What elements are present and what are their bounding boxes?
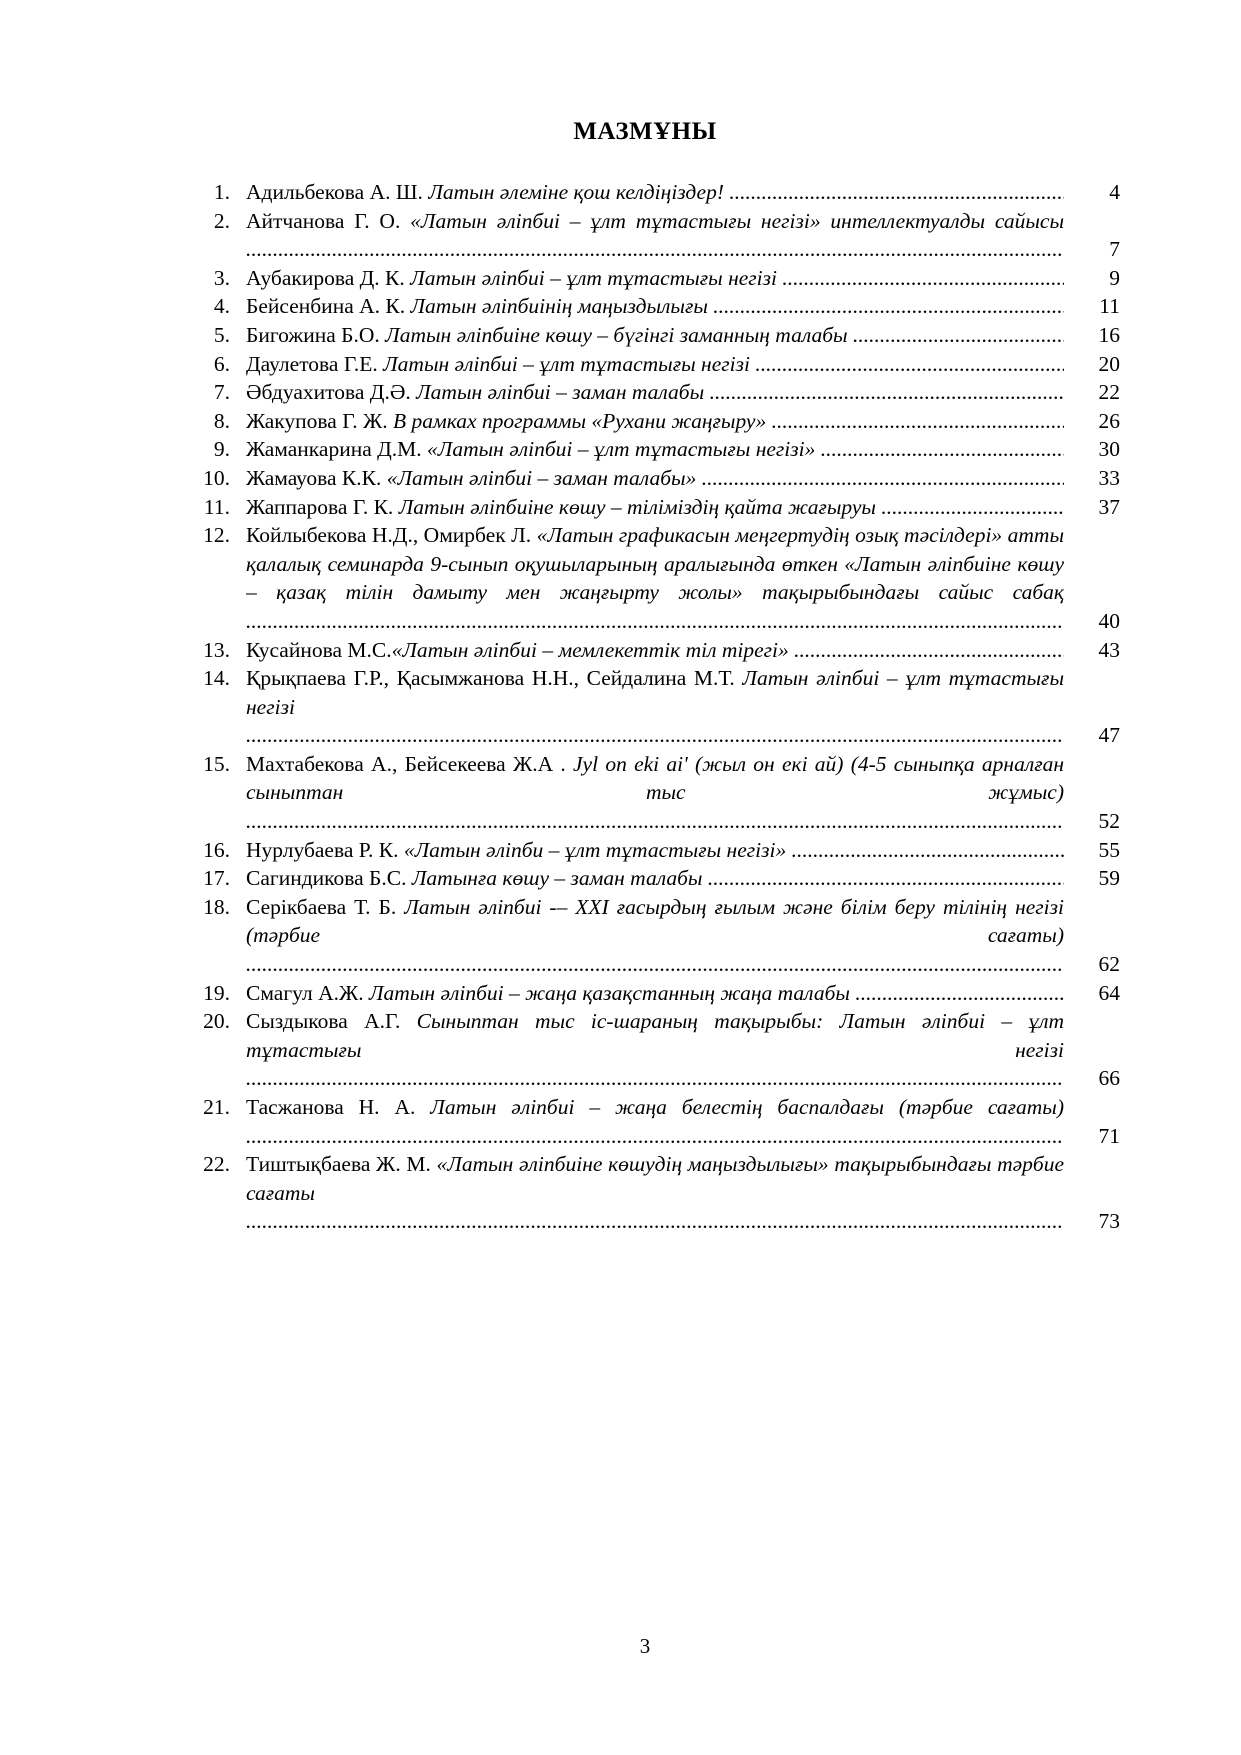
entry-page: 64: [1098, 980, 1120, 1005]
entry-author: Бейсенбина А. К.: [246, 294, 406, 319]
entry-page: 71: [1098, 1123, 1120, 1148]
entry-title: Латын әліпбиі – ұлт тұтастығы негізі: [246, 666, 1064, 719]
entry-page: 11: [1099, 294, 1120, 319]
entry-author: Жаманкарина Д.М.: [246, 437, 422, 462]
entry-page: 30: [1098, 437, 1120, 462]
toc-entry[interactable]: [180, 350, 1120, 379]
entry-number: 1.: [213, 180, 230, 204]
toc-entry[interactable]: [180, 435, 1120, 464]
entry-page: 43: [1098, 637, 1120, 662]
entry-title: «Латын әліпби – ұлт тұтастығы негізі»: [403, 837, 787, 862]
toc-entry[interactable]: [180, 292, 1120, 321]
toc-entry[interactable]: [180, 1093, 1120, 1150]
entry-number: 4.: [213, 294, 230, 319]
entry-author: Даулетова Г.Е.: [246, 351, 378, 376]
entry-author: Смагул А.Ж.: [246, 980, 364, 1005]
entry-author: Жаппарова Г. К.: [246, 494, 394, 519]
entry-page: 59: [1098, 866, 1120, 891]
entry-number: 6.: [213, 351, 230, 376]
entry-number: 5.: [213, 322, 230, 347]
entry-number: 16.: [203, 837, 230, 862]
entry-author: Тасжанова Н. А.: [246, 1095, 416, 1119]
entry-title: Jyl on eki ai' (жыл он екі ай) (4-5 сыныпқа арналған сыныптан тыс жұмыс): [246, 751, 1064, 805]
entry-title: Латын әліпбиі – ұлт тұтастығы негізі: [410, 265, 777, 290]
toc-entry[interactable]: [180, 178, 1120, 207]
entry-author: Әбдуахитова Д.Ә.: [246, 380, 411, 405]
entry-title: Латын әліпбиі – жаңа белестің баспалдағы (тәрбие сағаты): [430, 1095, 1064, 1119]
entry-number: 13.: [203, 637, 230, 662]
entry-author: Махтабекова А., Бейсекеева Ж.А .: [246, 751, 566, 776]
entry-title: Латын әліпбиінің маңыздылығы: [410, 294, 708, 319]
entry-page: 40: [1098, 608, 1120, 633]
entry-author: Серікбаева Т. Б.: [246, 894, 397, 919]
toc-entry[interactable]: [180, 893, 1120, 979]
entry-page: 73: [1098, 1209, 1120, 1234]
toc-entry[interactable]: [180, 207, 1120, 264]
entry-page: 37: [1098, 494, 1120, 519]
entry-author: Жакупова Г. Ж.: [246, 408, 388, 433]
entry-author: Айтчанова Г. О.: [246, 208, 401, 233]
toc-entry[interactable]: [180, 864, 1120, 893]
toc-entry[interactable]: [180, 521, 1120, 635]
entry-author: Сыздыкова А.Г.: [246, 1009, 401, 1034]
page-number: 3: [639, 1634, 651, 1658]
entry-number: 14.: [203, 666, 230, 691]
entry-page: 47: [1098, 723, 1120, 748]
entry-number: 3.: [213, 265, 230, 290]
entry-title: «Латын әліпбиіне көшудің маңыздылығы» тақырыбындағы тәрбие сағаты: [246, 1152, 1064, 1205]
toc-entry[interactable]: [180, 1007, 1120, 1093]
entry-number: 22.: [203, 1152, 230, 1177]
entry-author: Сагиндикова Б.С.: [246, 866, 407, 891]
toc-entry[interactable]: [180, 836, 1120, 865]
entry-number: 17.: [203, 866, 230, 891]
toc-entry[interactable]: [180, 636, 1120, 665]
entry-page: 33: [1098, 465, 1120, 490]
entry-number: 11.: [203, 494, 230, 519]
toc-entry[interactable]: [180, 979, 1120, 1008]
entry-number: 18.: [203, 894, 230, 919]
entry-page: 26: [1098, 408, 1120, 433]
entry-number: 9.: [213, 437, 230, 462]
entry-author: Койлыбекова Н.Д., Омирбек Л.: [246, 523, 532, 548]
entry-author: Нурлубаева Р. К.: [246, 837, 399, 862]
table-of-contents: [180, 178, 1120, 1236]
entry-title: Латын әліпбиі – ұлт тұтастығы негізі: [383, 351, 750, 376]
entry-title: Сыныптан тыс іс-шараның тақырыбы: Латын әліпбиі – ұлт тұтастығы негізі: [246, 1009, 1064, 1062]
entry-number: 21.: [203, 1095, 230, 1119]
entry-title: Латынға көшу – заман талабы: [411, 866, 703, 891]
entry-page: 9: [1109, 265, 1120, 290]
toc-entry[interactable]: [180, 1150, 1120, 1236]
entry-page: 22: [1098, 380, 1120, 405]
toc-entry[interactable]: [180, 493, 1120, 522]
toc-entry[interactable]: [180, 664, 1120, 750]
entry-author: Бигожина Б.О.: [246, 322, 380, 347]
toc-entry[interactable]: [180, 264, 1120, 293]
entry-page: 16: [1098, 322, 1120, 347]
entry-number: 8.: [213, 408, 230, 433]
entry-page: 66: [1098, 1066, 1120, 1091]
entry-number: 19.: [203, 980, 230, 1005]
entry-title: Латын әліпбиі – заман талабы: [416, 380, 705, 405]
entry-title: Латын әліпбиі -– XXI ғасырдың ғылым және білім беру тілінің негізі (тәрбие сағаты): [246, 894, 1064, 948]
entry-page: 20: [1098, 351, 1120, 376]
entry-title: Латын әліпбиіне көшу – бүгінгі заманның талабы: [385, 322, 848, 347]
entry-title: «Латын әліпбиі – ұлт тұтастығы негізі»: [427, 437, 816, 462]
entry-title: В рамках программы «Рухани жаңғыру»: [392, 408, 767, 433]
entry-author: Кусайнова М.С.: [246, 637, 392, 662]
entry-author: Жамауова К.К.: [246, 465, 382, 490]
entry-title: Латын әлеміне қош келдіңіздер!: [428, 180, 724, 204]
entry-author: Қрықпаева Г.Р., Қасымжанова Н.Н., Сейдалина М.Т.: [246, 666, 735, 691]
toc-entry[interactable]: [180, 750, 1120, 836]
entry-author: Аубакирова Д. К.: [246, 265, 405, 290]
entry-page: 52: [1098, 809, 1120, 834]
entry-author: Тиштықбаева Ж. М.: [246, 1152, 431, 1177]
entry-title: Латын әліпбиі – жаңа қазақстанның жаңа талабы: [369, 980, 850, 1005]
entry-number: 20.: [203, 1009, 230, 1034]
entry-title: «Латын әліпбиі – мемлекеттік тіл тірегі»: [391, 637, 789, 662]
entry-title: «Латын графикасын меңгертудің озық тәсілдері» атты қалалық семинарда 9-сынып оқушыларының аралығында өткен «Латын әліпбиіне көшу – қазақ тілін дамыту мен жаңғырту жолы» тақырыбындағы сайыс сабақ: [246, 523, 1064, 605]
entry-title: Латын әліпбиіне көшу – тіліміздің қайта жағыруы: [398, 494, 876, 519]
toc-entry[interactable]: [180, 464, 1120, 493]
toc-entry[interactable]: [180, 378, 1120, 407]
entry-number: 10.: [203, 465, 230, 490]
toc-entry[interactable]: [180, 407, 1120, 436]
entry-title: «Латын әліпбиі – ұлт тұтастығы негізі» интеллектуалды сайысы: [410, 208, 1064, 233]
page-title: МАЗМҰНЫ: [573, 118, 717, 145]
entry-page: 7: [1109, 237, 1120, 262]
entry-title: «Латын әліпбиі – заман талабы»: [386, 465, 697, 490]
entry-number: 7.: [213, 380, 230, 405]
entry-page: 55: [1098, 837, 1120, 862]
entry-number: 15.: [203, 751, 230, 776]
entry-author: Адильбекова А. Ш.: [246, 180, 423, 204]
toc-entry[interactable]: [180, 321, 1120, 350]
entry-page: 62: [1098, 952, 1120, 977]
entry-number: 2.: [213, 208, 230, 233]
entry-number: 12.: [203, 523, 230, 548]
entry-page: 4: [1109, 180, 1120, 204]
